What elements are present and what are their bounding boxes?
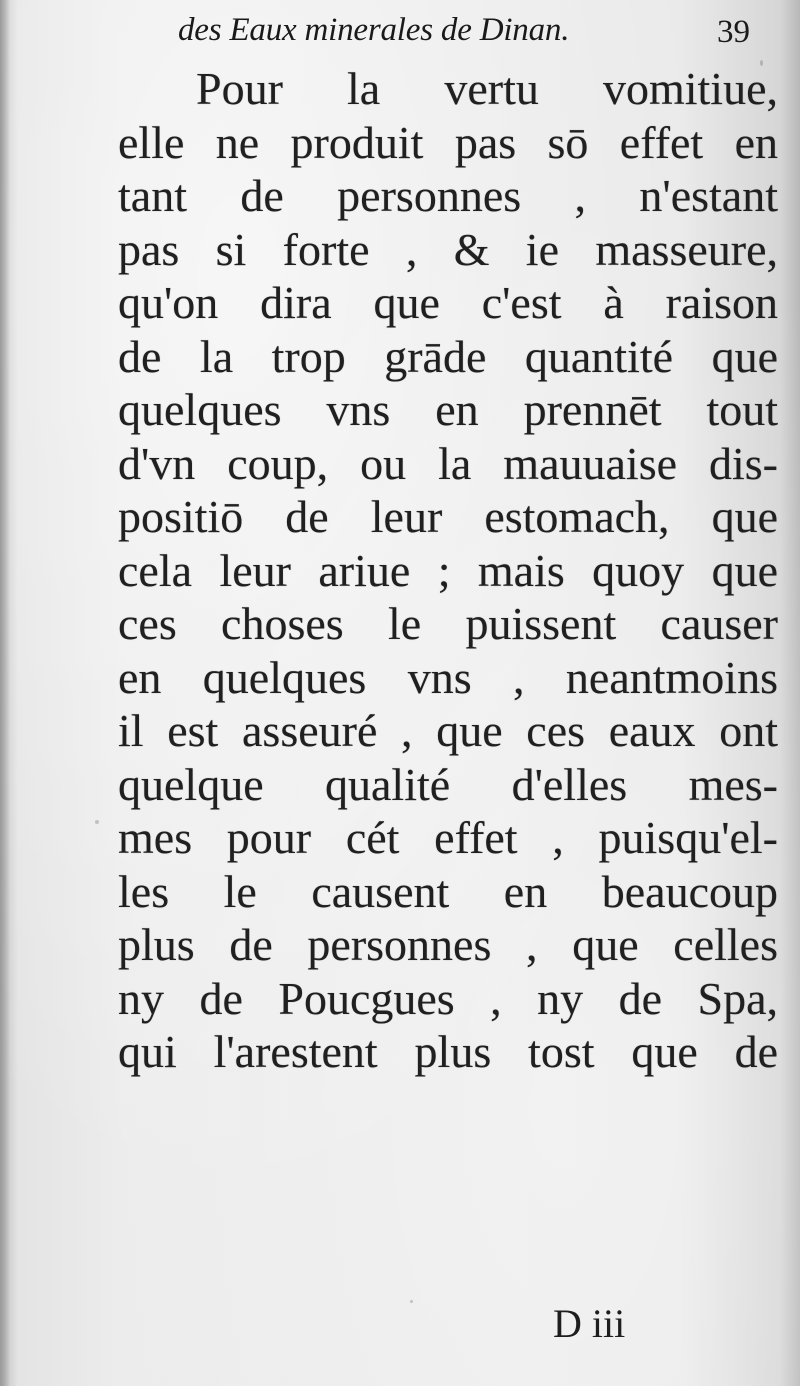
text-line: les le causent en beaucoup xyxy=(118,865,778,917)
text-line: plus de personnes , que celles xyxy=(118,919,778,970)
paper-speck xyxy=(760,60,763,66)
text-line: pas si forte , & ie masseure, xyxy=(118,223,778,275)
page-edge-shadow xyxy=(0,0,10,1386)
paper-speck xyxy=(460,370,465,373)
text-line: d'vn coup, ou la mauuaise dis- xyxy=(118,437,778,489)
paper-speck xyxy=(410,1300,413,1303)
signature-mark: D iii xyxy=(553,1301,626,1346)
text-line: positiō de leur estomach, que xyxy=(118,491,778,542)
text-line: Pour la vertu vomitiue, xyxy=(196,63,778,114)
text-line: en quelques vns , neantmoins xyxy=(118,651,778,703)
text-line: qu'on dira que c'est à raison xyxy=(118,277,778,328)
text-line: de la trop grāde quantité que xyxy=(118,330,778,382)
page-header xyxy=(178,4,778,54)
text-line: il est asseuré , que ces eaux ont xyxy=(118,705,778,756)
text-line: cela leur ariue ; mais quoy que xyxy=(118,544,778,596)
text-line: ny de Poucgues , ny de Spa, xyxy=(118,972,778,1024)
text-line: mes pour cét effet , puisqu'el- xyxy=(118,812,778,863)
text-line: elle ne produit pas sō effet en xyxy=(118,116,778,168)
text-line: quelque qualité d'elles mes- xyxy=(118,758,778,810)
body-text xyxy=(118,62,778,1079)
page-number: 39 xyxy=(717,14,750,50)
text-line: ces choses le puissent causer xyxy=(118,598,778,649)
text-line: qui l'arestent plus tost que de xyxy=(118,1026,778,1077)
paper-speck xyxy=(95,820,99,824)
running-title: des Eaux minerales de Dinan. xyxy=(178,12,570,48)
text-line: quelques vns en prennēt tout xyxy=(118,384,778,435)
text-line: tant de personnes , n'estant xyxy=(118,170,778,221)
